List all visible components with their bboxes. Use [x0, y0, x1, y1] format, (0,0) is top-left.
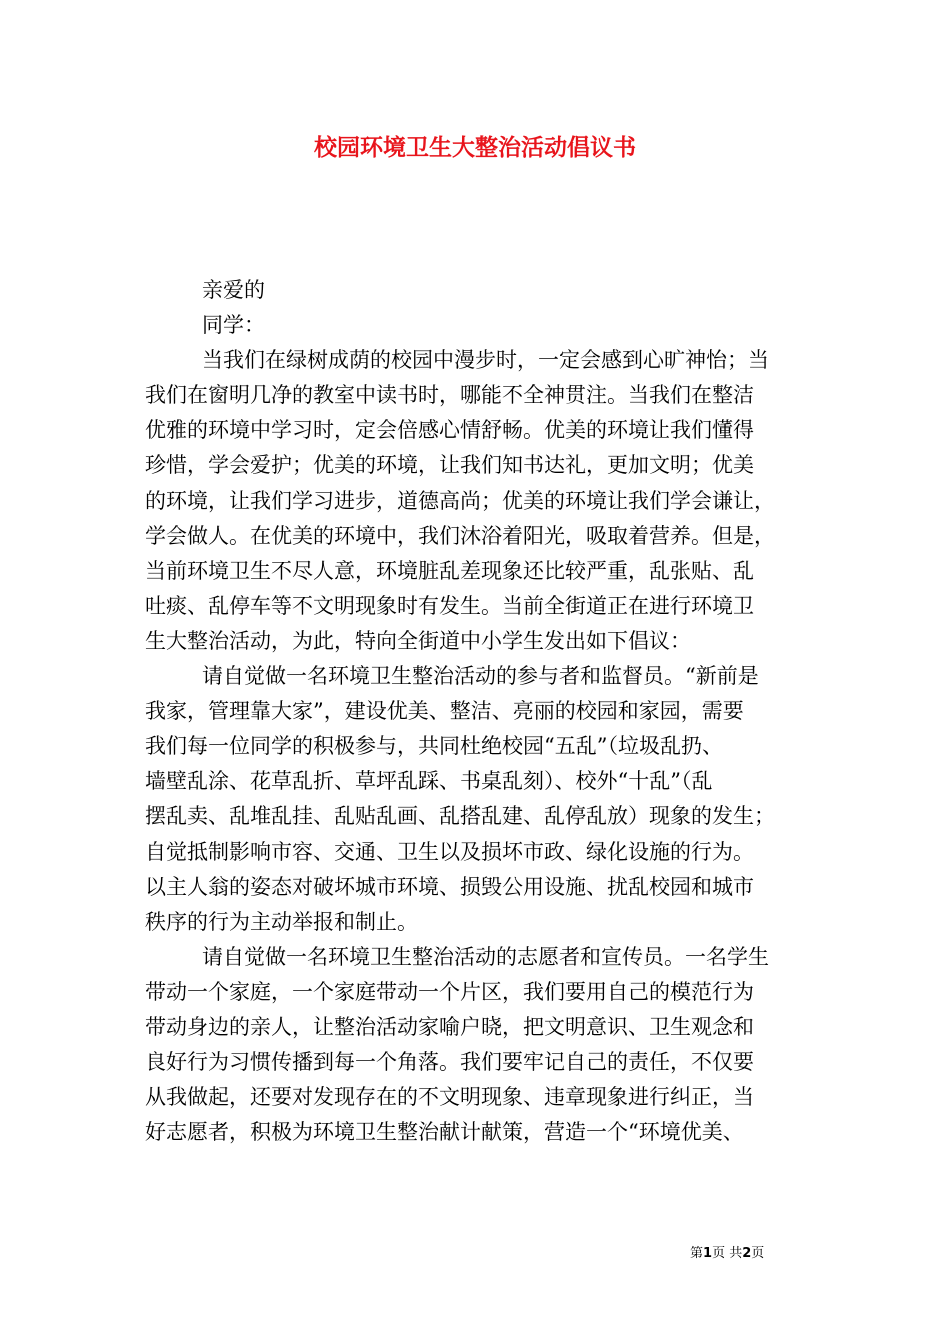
- text-line: 请自觉做一名环境卫生整治活动的参与者和监督员。“新前是: [202, 664, 759, 689]
- text-line: 从我做起，还要对发现存在的不文明现象、违章现象进行纠正，当: [145, 1085, 754, 1110]
- text-line: 亲爱的: [202, 278, 265, 302]
- text-line: 当我们在绿树成荫的校园中漫步时，一定会感到心旷神怡；当: [202, 348, 769, 373]
- text-line: 请自觉做一名环境卫生整治活动的志愿者和宣传员。一名学生: [202, 944, 769, 969]
- text-line: 秩序的行为主动举报和制止。: [145, 909, 418, 934]
- footer-page-number: 1: [703, 1246, 713, 1261]
- document-title: 校园环境卫生大整治活动倡议书: [314, 135, 636, 161]
- text-line: 我们在窗明几净的教室中读书时，哪能不全神贯注。当我们在整洁: [145, 383, 754, 408]
- text-line: 良好行为习惯传播到每一个角落。我们要牢记自己的责任，不仅要: [145, 1050, 754, 1075]
- text-line: 当前环境卫生不尽人意，环境脏乱差现象还比较严重，乱张贴、乱: [145, 558, 754, 583]
- text-line: 墙壁乱涂、花草乱折、草坪乱踩、书桌乱刻）、校外“十乱”（乱: [145, 769, 713, 794]
- text-line: 自觉抵制影响市容、交通、卫生以及损坏市政、绿化设施的行为。: [145, 839, 754, 864]
- document-body: [145, 273, 809, 1150]
- text-line: 以主人翁的姿态对破坏城市环境、损毁公用设施、扰乱校园和城市: [145, 874, 754, 899]
- text-line: 摆乱卖、乱堆乱挂、乱贴乱画、乱搭乱建、乱停乱放）现象的发生；: [145, 804, 775, 829]
- page-footer: [690, 1245, 764, 1263]
- text-line: 带动身边的亲人，让整治活动家喻户晓，把文明意识、卫生观念和: [145, 1014, 754, 1039]
- text-line: 好志愿者，积极为环境卫生整治献计献策，营造一个“环境优美、: [145, 1120, 744, 1145]
- text-line: 优雅的环境中学习时，定会倍感心情舒畅。优美的环境让我们懂得: [145, 418, 754, 443]
- text-line: 珍惜，学会爱护；优美的环境，让我们知书达礼，更加文明；优美: [145, 453, 754, 478]
- footer-prefix: 第: [690, 1246, 704, 1261]
- text-line: 带动一个家庭，一个家庭带动一个片区，我们要用自己的模范行为: [145, 979, 754, 1004]
- text-line: 的环境，让我们学习进步，道德高尚；优美的环境让我们学会谦让，: [145, 488, 775, 513]
- text-line: 我们每一位同学的积极参与，共同杜绝校园“五乱”（垃圾乱扔、: [145, 734, 723, 759]
- text-line: 同学：: [202, 313, 265, 338]
- text-line: 学会做人。在优美的环境中，我们沐浴着阳光，吸取着营养。但是，: [145, 523, 775, 548]
- text-line: 我家，管理靠大家”，建设优美、整洁、亮丽的校园和家园，需要: [145, 699, 744, 724]
- footer-suffix: 页: [751, 1246, 765, 1261]
- text-line: 吐痰、乱停车等不文明现象时有发生。当前全街道正在进行环境卫: [145, 593, 754, 618]
- footer-total-pages: 2: [742, 1246, 752, 1261]
- footer-middle: 页 共: [712, 1246, 743, 1261]
- text-line: 生大整治活动，为此，特向全街道中小学生发出如下倡议：: [145, 628, 691, 653]
